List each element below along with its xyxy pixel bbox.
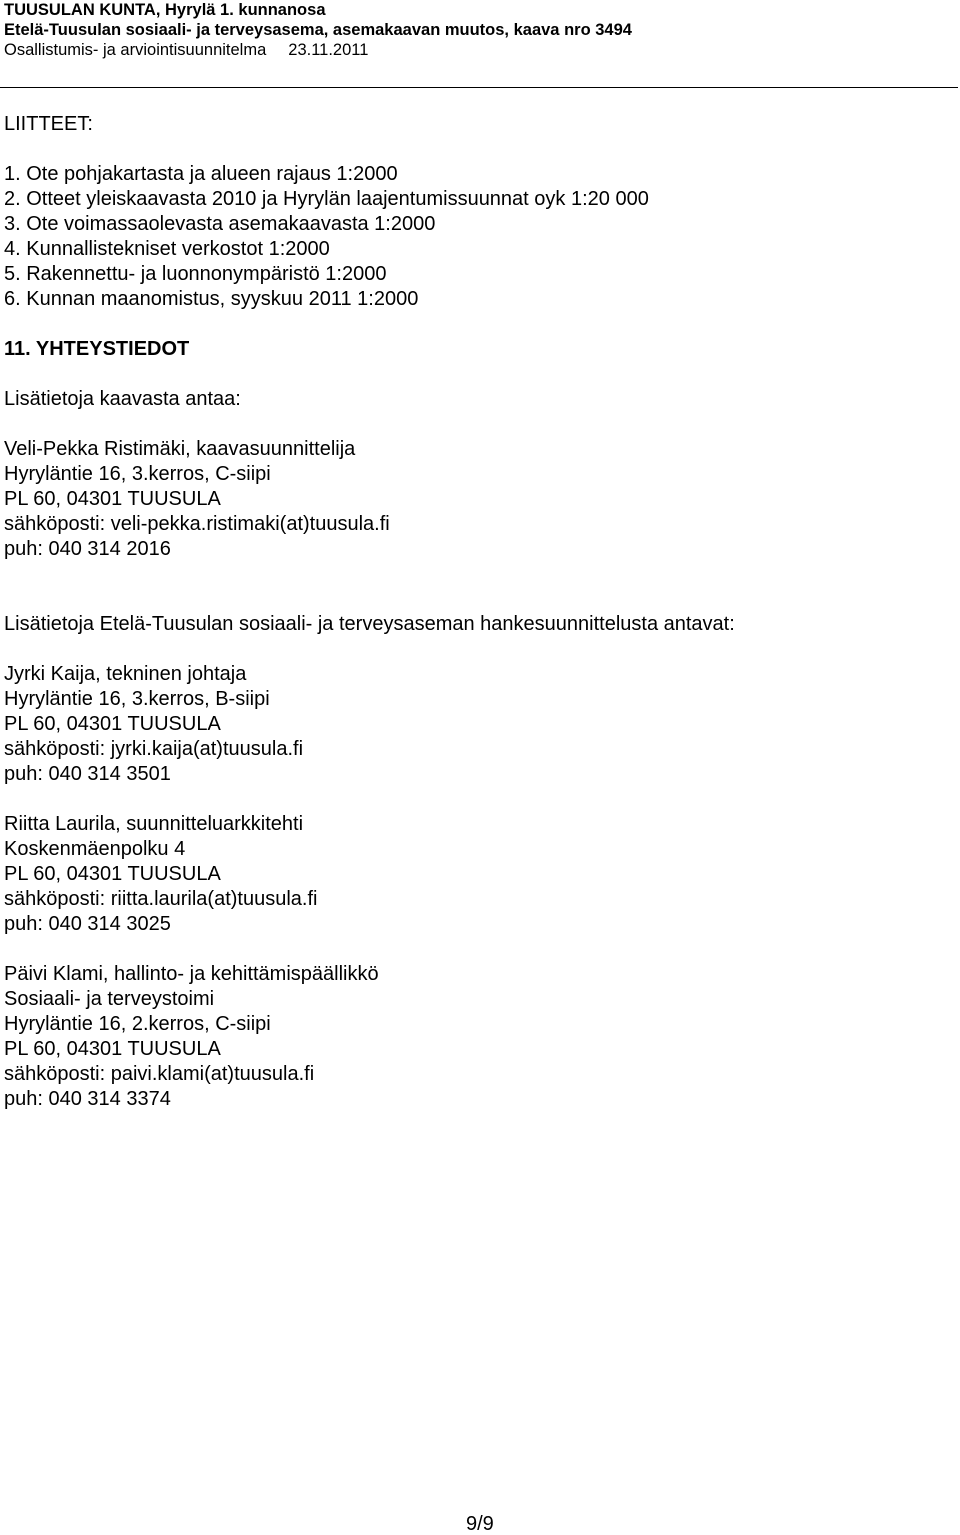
contact-3-email: sähköposti: riitta.laurila(at)tuusula.fi <box>4 888 318 910</box>
contact-3-address: Koskenmäenpolku 4 <box>4 838 186 860</box>
attachment-item-2: 2. Otteet yleiskaavasta 2010 ja Hyrylän laajentumissuunnat oyk 1:20 000 <box>4 188 649 210</box>
contact-1-postal: PL 60, 04301 TUUSULA <box>4 488 221 510</box>
contacts-intro-project: Lisätietoja Etelä-Tuusulan sosiaali- ja terveysaseman hankesuunnittelusta antavat: <box>4 613 735 635</box>
contact-4-name: Päivi Klami, hallinto- ja kehittämispäällikkö <box>4 963 379 985</box>
contact-4-address: Hyryläntie 16, 2.kerros, C-siipi <box>4 1013 271 1035</box>
attachment-item-4: 4. Kunnallistekniset verkostot 1:2000 <box>4 238 330 260</box>
contact-1-address: Hyryläntie 16, 3.kerros, C-siipi <box>4 463 271 485</box>
contact-2-address: Hyryläntie 16, 3.kerros, B-siipi <box>4 688 270 710</box>
contact-3-phone: puh: 040 314 3025 <box>4 913 171 935</box>
contact-4-phone: puh: 040 314 3374 <box>4 1088 171 1110</box>
contact-4-email: sähköposti: paivi.klami(at)tuusula.fi <box>4 1063 315 1085</box>
header-organization: TUUSULAN KUNTA, Hyrylä 1. kunnanosa <box>4 1 326 19</box>
contact-2-email: sähköposti: jyrki.kaija(at)tuusula.fi <box>4 738 304 760</box>
header-divider <box>0 87 958 88</box>
header-document-type <box>4 40 958 60</box>
attachments-heading: LIITTEET: <box>4 113 93 135</box>
page-number: 9/9 <box>466 1513 494 1535</box>
contacts-intro-plan: Lisätietoja kaavasta antaa: <box>4 388 241 410</box>
contact-3-name: Riitta Laurila, suunnitteluarkkitehti <box>4 813 304 835</box>
attachment-item-5: 5. Rakennettu- ja luonnonympäristö 1:2000 <box>4 263 387 285</box>
attachment-item-3: 3. Ote voimassaolevasta asemakaavasta 1:2000 <box>4 213 436 235</box>
attachment-item-6: 6. Kunnan maanomistus, syyskuu 2011 1:2000 <box>4 288 419 310</box>
contacts-heading: 11. YHTEYSTIEDOT <box>4 338 190 360</box>
document-body <box>4 112 944 1112</box>
header-subtitle-text: Osallistumis- ja arviointisuunnitelma <box>4 41 267 59</box>
contact-2-phone: puh: 040 314 3501 <box>4 763 171 785</box>
contact-1-email: sähköposti: veli-pekka.ristimaki(at)tuusula.fi <box>4 513 390 535</box>
contact-2-postal: PL 60, 04301 TUUSULA <box>4 713 221 735</box>
page-header <box>4 0 958 60</box>
contact-4-department: Sosiaali- ja terveystoimi <box>4 988 215 1010</box>
attachment-item-1: 1. Ote pohjakartasta ja alueen rajaus 1:2000 <box>4 163 398 185</box>
contact-2-name: Jyrki Kaija, tekninen johtaja <box>4 663 247 685</box>
header-date: 23.11.2011 <box>288 41 369 59</box>
contact-3-postal: PL 60, 04301 TUUSULA <box>4 863 221 885</box>
contact-4-postal: PL 60, 04301 TUUSULA <box>4 1038 221 1060</box>
contact-1-phone: puh: 040 314 2016 <box>4 538 171 560</box>
header-project-title: Etelä-Tuusulan sosiaali- ja terveysasema, asemakaavan muutos, kaava nro 3494 <box>4 21 632 39</box>
contact-1-name: Veli-Pekka Ristimäki, kaavasuunnittelija <box>4 438 356 460</box>
